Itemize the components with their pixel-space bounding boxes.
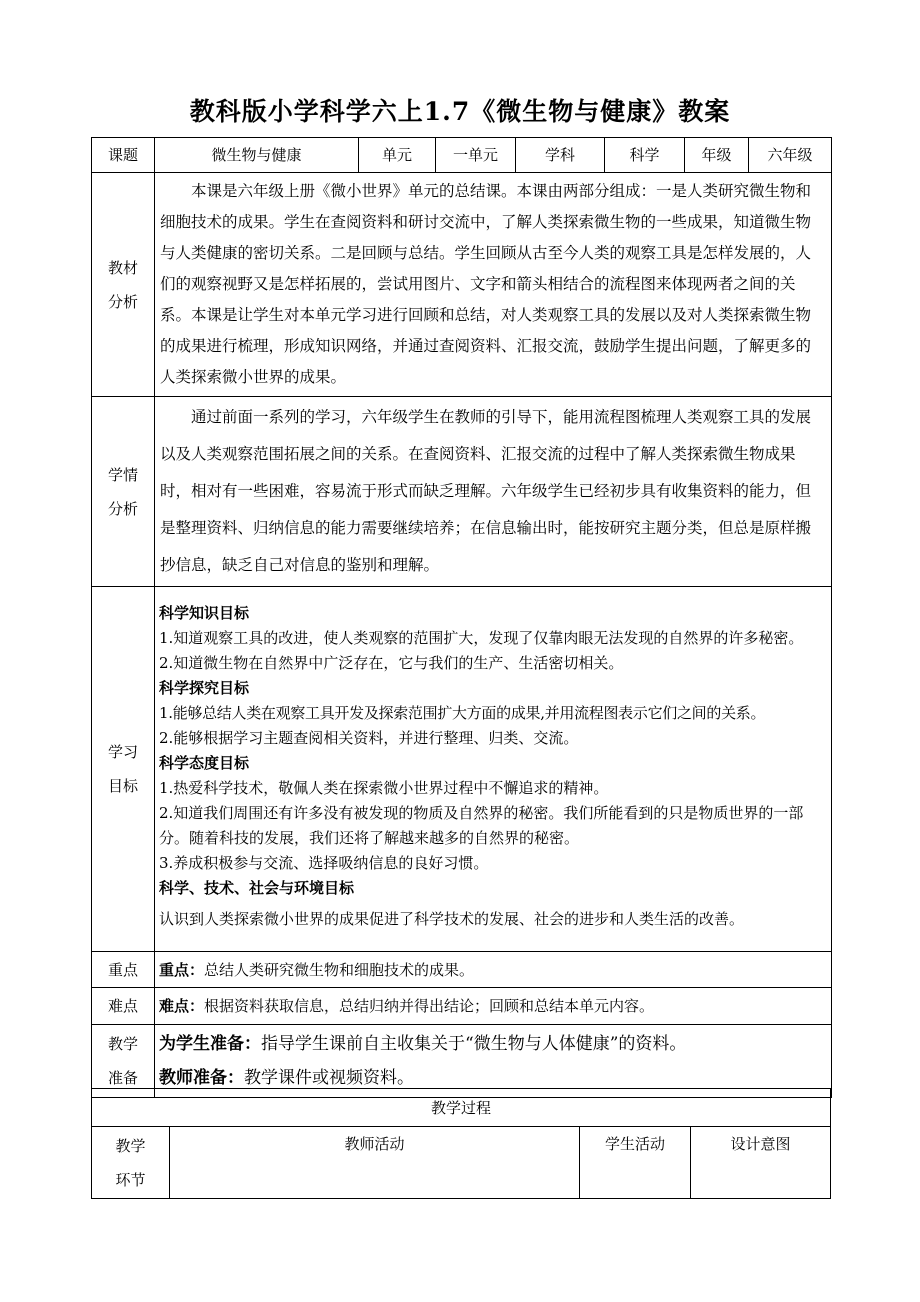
process-title: 教学过程 bbox=[92, 1089, 831, 1127]
preparation-row bbox=[92, 1025, 832, 1098]
knowledge-goal-1: 1.知道观察工具的改进，使人类观察的范围扩大，发现了仅靠肉眼无法发现的自然界的许多秘密。 bbox=[159, 629, 804, 647]
grade-value: 六年级 bbox=[749, 138, 832, 173]
inquiry-goal-1: 1.能够总结人类在观察工具开发及探索范围扩大方面的成果,并用流程图表示它们之间的关系。 bbox=[159, 704, 766, 722]
col-intent: 设计意图 bbox=[691, 1127, 831, 1199]
attitude-goal-1: 1.热爱科学技术，敬佩人类在探索微小世界过程中不懈追求的精神。 bbox=[159, 779, 609, 797]
goals-content bbox=[155, 587, 832, 952]
difficulty-content bbox=[155, 988, 832, 1025]
sts-goal-1: 认识到人类探索微小世界的成果促进了科学技术的发展、社会的进步和人类生活的改善。 bbox=[159, 910, 745, 928]
inquiry-goal-2: 2.能够根据学习主题查阅相关资料，并进行整理、归类、交流。 bbox=[159, 729, 579, 747]
knowledge-goal-2: 2.知道微生物在自然界中广泛存在，它与我们的生产、生活密切相关。 bbox=[159, 654, 624, 672]
goals-label-line2: 目标 bbox=[107, 777, 138, 795]
inquiry-goal-title: 科学探究目标 bbox=[159, 679, 250, 697]
students-label-line1: 学情 bbox=[107, 465, 138, 484]
material-text: 本课是六年级上册《微小世界》单元的总结课。本课由两部分组成：一是人类研究微生物和细胞技术的成果。学生在查阅资料和研讨交流中，了解人类探索微生物的一些成果，知道微生物与人类健康的密切关系。二是回顾与总结。学生回顾从古至今人类的观察工具是怎样发展的，人们的观察视野又是怎样拓展的，尝试用图片、文字和箭头相结合的流程图来体现两者之间的关系。本课是让学生对本单元学习进行回顾和总结，对人类观察工具的发展以及对人类探索微生物的成果进行梳理，形成知识网络，并通过查阅资料、汇报交流，鼓励学生提出问题，了解更多的人类探索微小世界的成果。 bbox=[155, 173, 832, 397]
key-point-prefix: 重点： bbox=[159, 960, 205, 979]
col-stage-line1: 教学 bbox=[115, 1136, 146, 1155]
attitude-goal-3: 3.养成积极参与交流、选择吸纳信息的良好习惯。 bbox=[159, 854, 489, 872]
key-point-label: 重点 bbox=[92, 952, 155, 988]
topic-value: 微生物与健康 bbox=[155, 138, 359, 173]
material-label-line1: 教材 bbox=[107, 258, 138, 277]
teacher-preparation-text: 教学课件或视频资料。 bbox=[244, 1068, 414, 1088]
difficulty-prefix: 难点： bbox=[159, 997, 205, 1015]
students-label bbox=[92, 397, 155, 587]
preparation-label-line1: 教学 bbox=[107, 1035, 138, 1053]
difficulty-label: 难点 bbox=[92, 988, 155, 1025]
process-header-row bbox=[92, 1127, 831, 1199]
col-stage-line2: 环节 bbox=[115, 1170, 146, 1189]
col-stage bbox=[92, 1127, 170, 1199]
key-point-row bbox=[92, 952, 832, 988]
goals-label-line1: 学习 bbox=[107, 743, 138, 761]
process-title-row bbox=[92, 1089, 831, 1127]
difficulty-text: 根据资料获取信息，总结归纳并得出结论；回顾和总结本单元内容。 bbox=[204, 997, 655, 1015]
difficulty-row bbox=[92, 988, 832, 1025]
col-teacher: 教师活动 bbox=[170, 1127, 580, 1199]
topic-label: 课题 bbox=[92, 138, 155, 173]
lesson-plan-table bbox=[91, 137, 832, 1098]
header-row bbox=[92, 138, 832, 173]
key-point-text: 总结人类研究微生物和细胞技术的成果。 bbox=[204, 960, 475, 979]
unit-label: 单元 bbox=[359, 138, 436, 173]
students-label-line2: 分析 bbox=[107, 499, 138, 518]
student-preparation bbox=[159, 1027, 827, 1061]
col-student: 学生活动 bbox=[580, 1127, 691, 1199]
process-table bbox=[91, 1088, 831, 1199]
material-row bbox=[92, 173, 832, 397]
subject-value: 科学 bbox=[605, 138, 685, 173]
student-preparation-prefix: 为学生准备： bbox=[159, 1034, 261, 1054]
students-text: 通过前面一系列的学习，六年级学生在教师的引导下，能用流程图梳理人类观察工具的发展以及人类观察范围拓展之间的关系。在查阅资料、汇报交流的过程中了解人类探索微生物成果时，相对有一些困难，容易流于形式而缺乏理解。六年级学生已经初步具有收集资料的能力，但是整理资料、归纳信息的能力需要继续培养；在信息输出时，能按研究主题分类，但总是原样搬抄信息，缺乏自己对信息的鉴别和理解。 bbox=[155, 397, 832, 587]
teacher-preparation-prefix: 教师准备： bbox=[159, 1068, 244, 1088]
preparation-label-line2: 准备 bbox=[107, 1069, 138, 1087]
material-label bbox=[92, 173, 155, 397]
goals-label bbox=[92, 587, 155, 952]
attitude-goal-2: 2.知道我们周围还有许多没有被发现的物质及自然界的秘密。我们所能看到的只是物质世界的一部分。随着科技的发展，我们还将了解越来越多的自然界的秘密。 bbox=[159, 804, 804, 847]
key-point-content bbox=[155, 952, 832, 988]
knowledge-goal-title: 科学知识目标 bbox=[159, 604, 250, 622]
goals-row bbox=[92, 587, 832, 952]
attitude-goal-title: 科学态度目标 bbox=[159, 754, 250, 772]
grade-label: 年级 bbox=[685, 138, 749, 173]
subject-label: 学科 bbox=[516, 138, 605, 173]
students-row bbox=[92, 397, 832, 587]
page-title: 教科版小学科学六上1.7《微生物与健康》教案 bbox=[189, 97, 731, 126]
student-preparation-text: 指导学生课前自主收集关于“微生物与人体健康”的资料。 bbox=[261, 1034, 687, 1054]
preparation-content bbox=[155, 1025, 832, 1098]
sts-goal-title: 科学、技术、社会与环境目标 bbox=[159, 879, 355, 897]
material-label-line2: 分析 bbox=[107, 292, 138, 311]
unit-value: 一单元 bbox=[436, 138, 516, 173]
preparation-label bbox=[92, 1025, 155, 1098]
